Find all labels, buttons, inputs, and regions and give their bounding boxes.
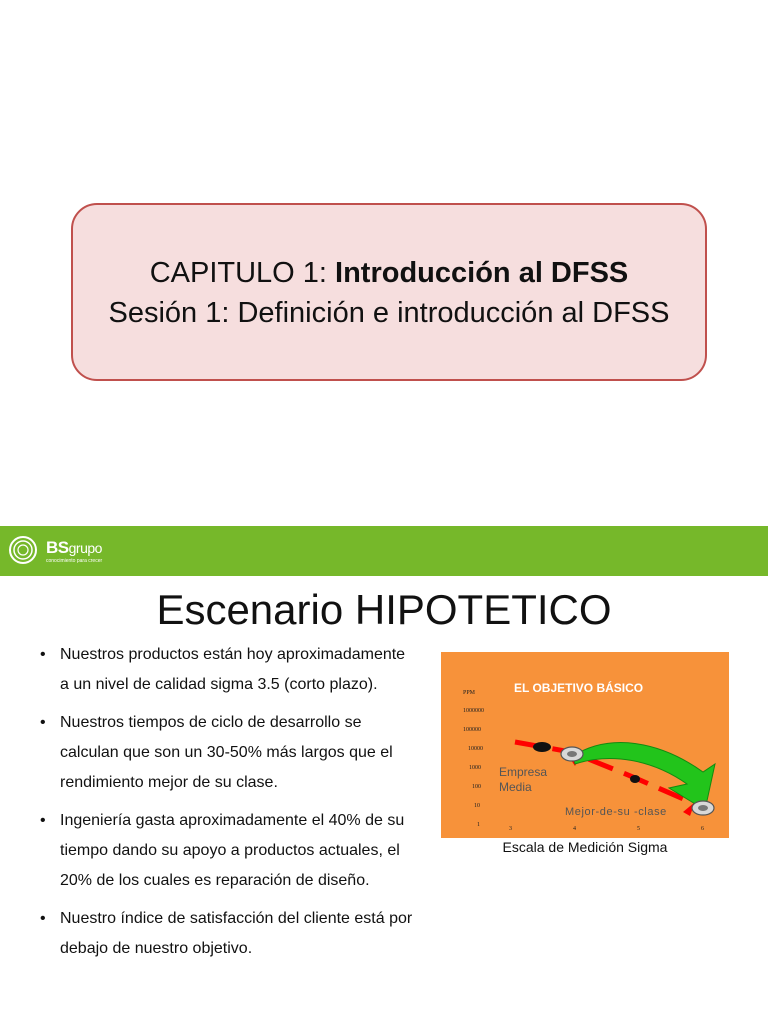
logo-sub: grupo bbox=[68, 540, 102, 556]
annotation-empresa: Empresa bbox=[499, 765, 548, 779]
x-tick-label: 3 bbox=[509, 826, 512, 832]
slide-title bbox=[0, 0, 768, 510]
x-tick-label: 5 bbox=[637, 826, 640, 832]
bullet-item: • Nuestros productos están hoy aproximadamente a un nivel de calidad sigma 3.5 (corto plazo). bbox=[36, 640, 416, 700]
chapter-prefix: CAPITULO 1: bbox=[149, 257, 336, 289]
y-tick-label: 1000000 bbox=[463, 708, 484, 714]
chart-x-axis-caption: Escala de Medición Sigma bbox=[502, 839, 668, 855]
bullet-item: • Nuestros tiempos de ciclo de desarrollo se calculan que son un 30-50% más largos que el rendimiento mejor de su clase. bbox=[36, 708, 416, 798]
logo-text bbox=[46, 538, 102, 558]
slide-scenario bbox=[0, 526, 768, 1024]
session-title: Sesión 1: Definición e introducción al DFSS bbox=[108, 297, 670, 329]
intermediate-point bbox=[630, 775, 640, 783]
best-in-class-marker-core bbox=[698, 805, 708, 811]
x-tick-label: 4 bbox=[573, 826, 576, 832]
y-axis-label: PPM bbox=[463, 690, 476, 696]
chapter-title bbox=[73, 257, 705, 290]
x-tick-label: 6 bbox=[701, 826, 704, 832]
bullet-list bbox=[36, 640, 416, 972]
bullet-item: • Ingeniería gasta aproximadamente el 40% de su tiempo dando su apoyo a productos actuales, el 20% de los cuales es reparación de diseño. bbox=[36, 806, 416, 896]
y-tick-label: 1 bbox=[477, 822, 480, 828]
chapter-name: Introducción al DFSS bbox=[335, 257, 629, 289]
y-tick-label: 1000 bbox=[469, 765, 481, 771]
logo-main: BS bbox=[46, 538, 69, 557]
empresa-media-marker-core bbox=[567, 751, 577, 757]
header-banner bbox=[0, 526, 768, 576]
chart-title: EL OBJETIVO BÁSICO bbox=[514, 681, 644, 695]
title-box bbox=[71, 203, 707, 381]
logo-tagline: conocimiento para crecer bbox=[46, 558, 103, 564]
y-tick-label: 10000 bbox=[468, 746, 483, 752]
annotation-best-in-class: Mejor-de-su -clase bbox=[565, 806, 667, 818]
current-point bbox=[533, 742, 551, 752]
logo-icon bbox=[8, 535, 38, 565]
chart-svg bbox=[441, 652, 729, 838]
y-tick-label: 10 bbox=[474, 803, 480, 809]
slide-heading: Escenario HIPOTETICO bbox=[156, 586, 612, 633]
annotation-media: Media bbox=[499, 780, 532, 794]
objective-chart bbox=[441, 652, 729, 838]
y-tick-label: 100000 bbox=[463, 727, 481, 733]
y-tick-label: 100 bbox=[472, 784, 481, 790]
improvement-arrow bbox=[573, 743, 715, 810]
bullet-item: • Nuestro índice de satisfacción del cliente está por debajo de nuestro objetivo. bbox=[36, 904, 416, 964]
